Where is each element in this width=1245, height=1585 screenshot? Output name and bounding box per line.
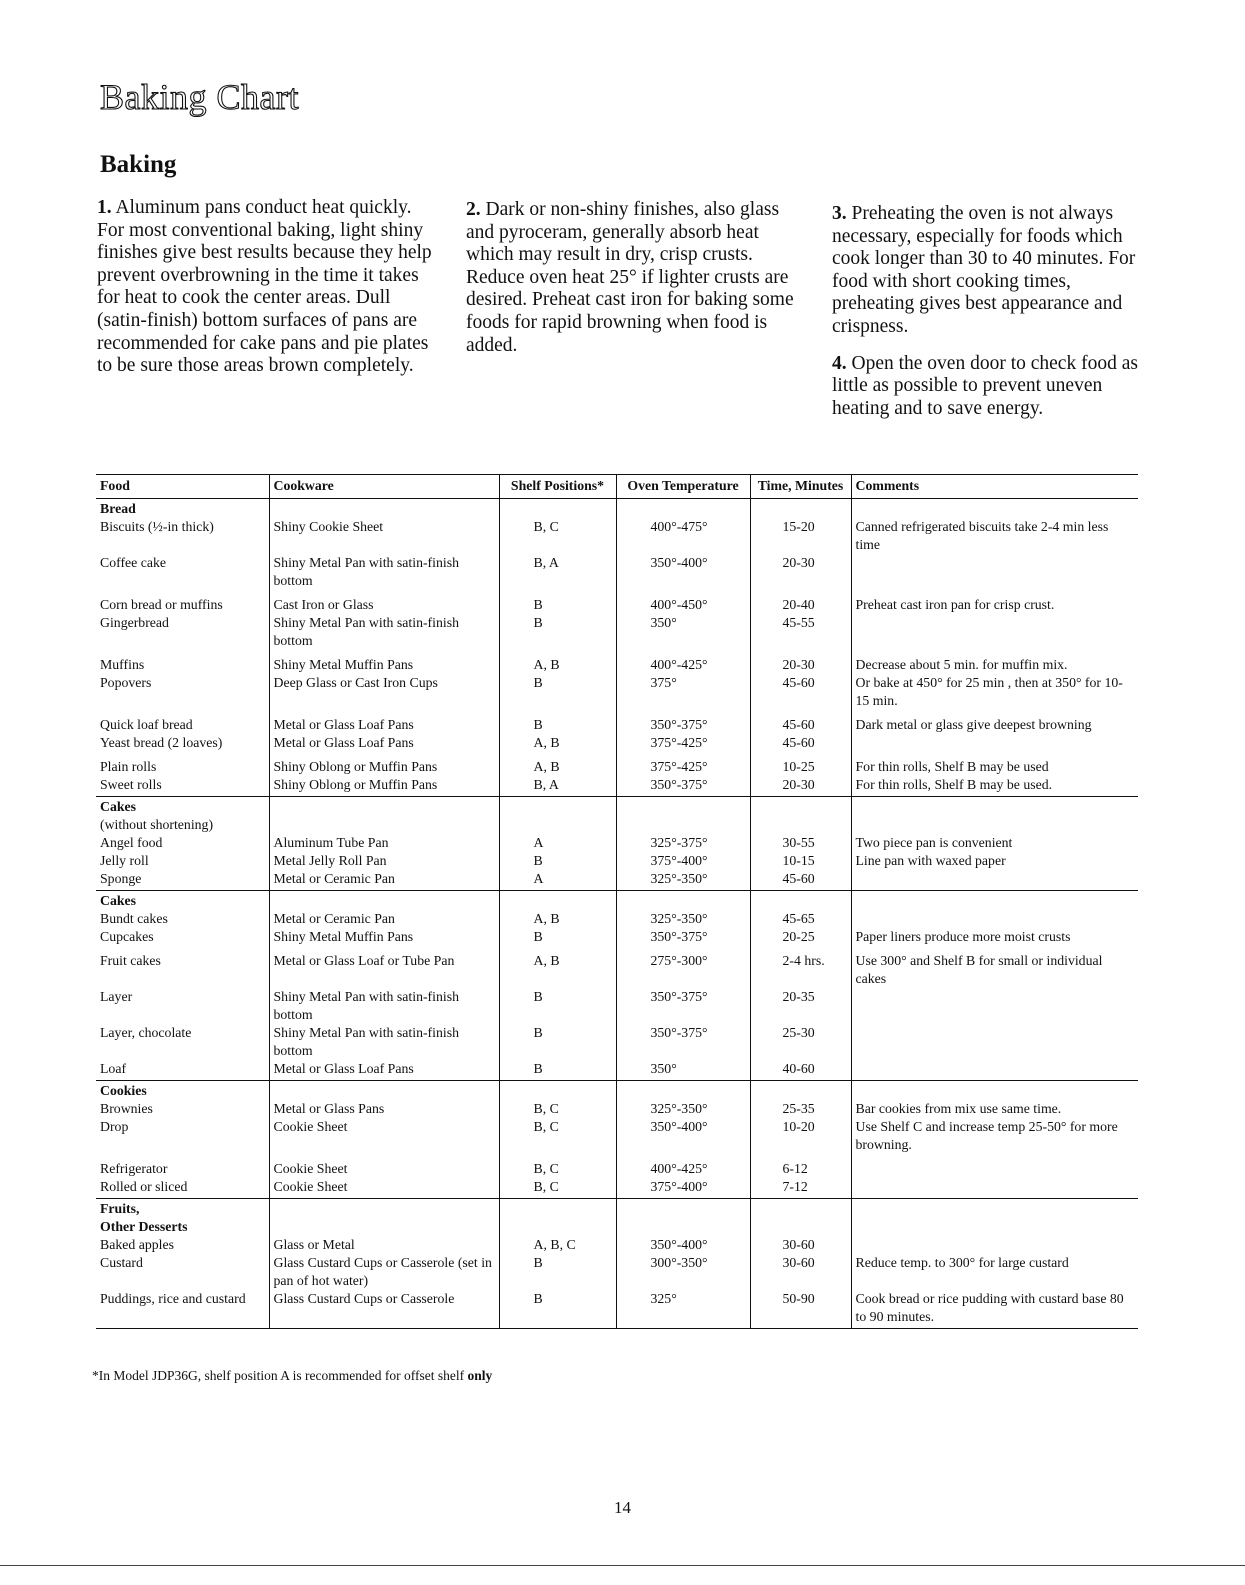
- category-spacer: [750, 1081, 851, 1101]
- category-spacer: [851, 499, 1138, 519]
- table-row: [96, 1024, 1138, 1060]
- cell-temp: 325°-350°: [616, 870, 750, 891]
- cell-cookware: Metal or Glass Loaf or Tube Pan: [269, 946, 499, 988]
- category-spacer: [499, 891, 616, 911]
- cell-comments: Dark metal or glass give deepest browning: [855, 717, 1092, 732]
- cell-comments: [851, 734, 1138, 752]
- paragraph-text: Aluminum pans conduct heat quickly. For most conventional baking, light shiny finishes give best results because they help prevent overbrowning in the time it takes for heat to cook the center areas. Dull (satin-finish) bottom surfaces of pans are recommended for cake pans and pie plates to be sure those areas brown completely.: [97, 197, 432, 377]
- cell-time: 20-35: [750, 988, 851, 1024]
- cell-temp: 350°-400°: [616, 554, 750, 590]
- category-label: [96, 499, 269, 519]
- category-spacer: [269, 499, 499, 519]
- category-spacer: [269, 891, 499, 911]
- category-label: [96, 1081, 269, 1101]
- cell-food: Angel food: [96, 834, 269, 852]
- category-spacer: [616, 891, 750, 911]
- cell-time: 20-40: [750, 590, 851, 614]
- cell-temp: 350°-375°: [616, 928, 750, 946]
- cell-shelf: B, C: [499, 1178, 616, 1199]
- intro-paragraph-1: [97, 197, 437, 378]
- header-cookware: Cookware: [269, 475, 499, 499]
- category-spacer: [616, 1199, 750, 1237]
- cell-time: 45-60: [750, 870, 851, 891]
- category-spacer: [269, 797, 499, 835]
- table-row: [96, 650, 1138, 674]
- cell-cookware: Glass or Metal: [269, 1236, 499, 1254]
- cell-time: 20-25: [750, 928, 851, 946]
- cell-comments: Cook bread or rice pudding with custard base 80 to 90 minutes.: [851, 1290, 1138, 1329]
- cell-cookware: Shiny Metal Pan with satin-finish bottom: [269, 614, 499, 650]
- table-header-row: [96, 475, 1138, 499]
- cell-time: 50-90: [750, 1290, 851, 1329]
- category-row: [96, 1081, 1138, 1101]
- intro-paragraph-4: [832, 353, 1152, 421]
- table-row: [96, 710, 1138, 734]
- cell-cookware: Cookie Sheet: [269, 1118, 499, 1154]
- cell-temp: 350°-400°: [616, 1236, 750, 1254]
- cell-temp: 350°: [616, 1060, 750, 1081]
- cell-cookware: Metal or Glass Loaf Pans: [269, 1060, 499, 1081]
- table-row: [96, 910, 1138, 928]
- cell-cookware: Metal or Ceramic Pan: [269, 870, 499, 891]
- cell-cookware: Cast Iron or Glass: [269, 590, 499, 614]
- intro-paragraph-2: [466, 199, 806, 357]
- cell-shelf: B: [499, 988, 616, 1024]
- cell-food: Quick loaf bread: [96, 710, 269, 734]
- category-row: [96, 499, 1138, 519]
- cell-food: Cupcakes: [96, 928, 269, 946]
- table-row: [96, 1254, 1138, 1290]
- category-subtitle: Other Desserts: [100, 1219, 188, 1234]
- cell-food: Drop: [96, 1118, 269, 1154]
- cell-food: Rolled or sliced: [96, 1178, 269, 1199]
- cell-shelf: A, B: [499, 650, 616, 674]
- paragraph-number: 4.: [832, 352, 847, 374]
- footnote-text: *In Model JDP36G, shelf position A is recommended for offset shelf: [92, 1368, 465, 1383]
- category-label: [96, 1199, 269, 1237]
- cell-comments: For thin rolls, Shelf B may be used: [855, 759, 1049, 774]
- category-spacer: [499, 797, 616, 835]
- table-row: [96, 1290, 1138, 1329]
- cell-food: Gingerbread: [96, 614, 269, 650]
- cell-food: Jelly roll: [96, 852, 269, 870]
- cell-cookware: Shiny Metal Pan with satin-finish bottom: [269, 554, 499, 590]
- cell-shelf: A: [499, 870, 616, 891]
- cell-shelf: B: [499, 1024, 616, 1060]
- cell-comments: Two piece pan is convenient: [855, 835, 1013, 850]
- cell-cookware: Shiny Oblong or Muffin Pans: [269, 752, 499, 776]
- cell-time: 45-60: [750, 674, 851, 710]
- cell-food: Biscuits (½-in thick): [96, 518, 269, 554]
- cell-comments: [851, 988, 1138, 1024]
- category-spacer: [499, 1199, 616, 1237]
- cell-comments: [851, 1024, 1138, 1060]
- cell-comments: [851, 910, 1138, 928]
- cell-comments: Reduce temp. to 300° for large custard: [855, 1255, 1069, 1270]
- intro-column-3: [832, 203, 1152, 434]
- cell-cookware: Deep Glass or Cast Iron Cups: [269, 674, 499, 710]
- table-row: [96, 928, 1138, 946]
- cell-temp: 300°-350°: [616, 1254, 750, 1290]
- cell-time: 45-55: [750, 614, 851, 650]
- section-title: Baking: [100, 151, 177, 178]
- category-spacer: [269, 1199, 499, 1237]
- cell-time: 30-60: [750, 1236, 851, 1254]
- cell-cookware: Shiny Cookie Sheet: [269, 518, 499, 554]
- cell-food: Layer, chocolate: [96, 1024, 269, 1060]
- category-name: Fruits,: [100, 1201, 140, 1216]
- table-row: [96, 734, 1138, 752]
- cell-time: 10-25: [750, 752, 851, 776]
- cell-cookware: Metal Jelly Roll Pan: [269, 852, 499, 870]
- cell-shelf: A, B, C: [499, 1236, 616, 1254]
- category-name: Cookies: [100, 1083, 147, 1098]
- cell-comments: [851, 870, 1138, 891]
- table-row: [96, 834, 1138, 852]
- cell-temp: 350°-375°: [616, 710, 750, 734]
- cell-cookware: Metal or Glass Pans: [269, 1100, 499, 1118]
- cell-temp: 325°-350°: [616, 910, 750, 928]
- paragraph-text: Preheating the oven is not always necessary, especially for foods which cook longer than 30 to 40 minutes. For food with short cooking times, preheating gives best appearance and crispness.: [832, 203, 1136, 337]
- paragraph-number: 3.: [832, 203, 847, 224]
- cell-comments: [851, 1060, 1138, 1081]
- table-row: [96, 554, 1138, 590]
- cell-comments: Use 300° and Shelf B for small or individual cakes: [855, 953, 1103, 986]
- cell-food: Plain rolls: [96, 752, 269, 776]
- cell-comments: Line pan with waxed paper: [855, 853, 1006, 868]
- category-spacer: [499, 1081, 616, 1101]
- cell-temp: 375°-400°: [616, 852, 750, 870]
- cell-food: Sweet rolls: [96, 776, 269, 797]
- table-row: [96, 776, 1138, 797]
- cell-food: Custard: [96, 1254, 269, 1290]
- cell-shelf: B: [499, 1060, 616, 1081]
- cell-comments: [851, 614, 1138, 650]
- cell-food: Yeast bread (2 loaves): [96, 734, 269, 752]
- cell-cookware: Cookie Sheet: [269, 1178, 499, 1199]
- cell-comments: [851, 1154, 1138, 1178]
- cell-time: 10-20: [750, 1118, 851, 1154]
- table-row: [96, 852, 1138, 870]
- cell-shelf: B: [499, 928, 616, 946]
- cell-time: 45-65: [750, 910, 851, 928]
- table-row: [96, 1100, 1138, 1118]
- category-spacer: [750, 499, 851, 519]
- cell-food: Loaf: [96, 1060, 269, 1081]
- cell-cookware: Metal or Ceramic Pan: [269, 910, 499, 928]
- cell-shelf: A, B: [499, 752, 616, 776]
- cell-food: Brownies: [96, 1100, 269, 1118]
- paragraph-number: 2.: [466, 199, 481, 220]
- cell-time: 2-4 hrs.: [750, 946, 851, 988]
- category-spacer: [851, 797, 1138, 835]
- cell-shelf: A, B: [499, 734, 616, 752]
- category-spacer: [616, 499, 750, 519]
- cell-food: Fruit cakes: [96, 946, 269, 988]
- table-row: [96, 752, 1138, 776]
- table-row: [96, 614, 1138, 650]
- cell-temp: 400°-450°: [616, 590, 750, 614]
- cell-shelf: B: [499, 614, 616, 650]
- cell-comments: Preheat cast iron pan for crisp crust.: [855, 597, 1055, 612]
- cell-temp: 275°-300°: [616, 946, 750, 988]
- cell-comments: Use Shelf C and increase temp 25-50° for more browning.: [855, 1119, 1118, 1152]
- cell-food: Muffins: [96, 650, 269, 674]
- cell-temp: 350°-375°: [616, 988, 750, 1024]
- cell-temp: 375°-425°: [616, 752, 750, 776]
- cell-time: 15-20: [750, 518, 851, 554]
- intro-column-1: [97, 197, 437, 392]
- table-row: [96, 870, 1138, 891]
- cell-temp: 325°-375°: [616, 834, 750, 852]
- cell-food: Corn bread or muffins: [96, 590, 269, 614]
- cell-temp: 400°-475°: [616, 518, 750, 554]
- cell-shelf: B: [499, 710, 616, 734]
- cell-shelf: B, C: [499, 518, 616, 554]
- table-row: [96, 518, 1138, 554]
- category-spacer: [750, 891, 851, 911]
- cell-cookware: Shiny Metal Pan with satin-finish bottom: [269, 988, 499, 1024]
- table-row: [96, 1060, 1138, 1081]
- cell-temp: 400°-425°: [616, 650, 750, 674]
- category-spacer: [616, 797, 750, 835]
- table-row: [96, 1178, 1138, 1199]
- category-name: Cakes: [100, 799, 137, 814]
- header-comments: Comments: [851, 475, 1138, 499]
- cell-temp: 350°-400°: [616, 1118, 750, 1154]
- cell-food: Layer: [96, 988, 269, 1024]
- cell-temp: 375°-400°: [616, 1178, 750, 1199]
- baking-chart-table: [96, 474, 1138, 1329]
- cell-shelf: B: [499, 674, 616, 710]
- cell-cookware: Glass Custard Cups or Casserole (set in pan of hot water): [269, 1254, 499, 1290]
- cell-comments: [851, 1236, 1138, 1254]
- table-row: [96, 988, 1138, 1024]
- cell-shelf: B: [499, 1290, 616, 1329]
- cell-time: 20-30: [750, 554, 851, 590]
- category-row: [96, 891, 1138, 911]
- footnote: [92, 1368, 492, 1384]
- page-number: 14: [614, 1498, 631, 1517]
- cell-food: Popovers: [96, 674, 269, 710]
- cell-time: 30-55: [750, 834, 851, 852]
- cell-food: Sponge: [96, 870, 269, 891]
- table-row: [96, 946, 1138, 988]
- cell-cookware: Shiny Oblong or Muffin Pans: [269, 776, 499, 797]
- cell-time: 25-30: [750, 1024, 851, 1060]
- cell-shelf: A, B: [499, 946, 616, 988]
- cell-time: 7-12: [750, 1178, 851, 1199]
- cell-comments: Bar cookies from mix use same time.: [855, 1101, 1062, 1116]
- cell-temp: 350°-375°: [616, 1024, 750, 1060]
- cell-cookware: Cookie Sheet: [269, 1154, 499, 1178]
- cell-comments: Or bake at 450° for 25 min , then at 350° for 10-15 min.: [855, 675, 1123, 708]
- cell-time: 10-15: [750, 852, 851, 870]
- cell-time: 20-30: [750, 776, 851, 797]
- category-subtitle: (without shortening): [100, 817, 214, 832]
- intro-paragraph-3: [832, 203, 1152, 339]
- category-label: [96, 891, 269, 911]
- cell-time: 25-35: [750, 1100, 851, 1118]
- cell-food: Puddings, rice and custard: [96, 1290, 269, 1329]
- cell-comments: For thin rolls, Shelf B may be used.: [851, 776, 1138, 797]
- paragraph-number: 1.: [97, 197, 112, 218]
- cell-time: 45-60: [750, 710, 851, 734]
- cell-shelf: B: [499, 1254, 616, 1290]
- header-oven-temperature: Oven Temperature: [616, 475, 750, 499]
- cell-temp: 325°-350°: [616, 1100, 750, 1118]
- cell-cookware: Aluminum Tube Pan: [269, 834, 499, 852]
- cell-time: 30-60: [750, 1254, 851, 1290]
- cell-temp: 400°-425°: [616, 1154, 750, 1178]
- cell-shelf: B, C: [499, 1154, 616, 1178]
- category-spacer: [499, 499, 616, 519]
- cell-temp: 350°: [616, 614, 750, 650]
- footnote-emphasis: only: [467, 1368, 493, 1383]
- category-name: Cakes: [100, 893, 137, 908]
- cell-food: Refrigerator: [96, 1154, 269, 1178]
- cell-comments: Paper liners produce more moist crusts: [855, 929, 1071, 944]
- cell-food: Baked apples: [96, 1236, 269, 1254]
- bottom-rule: [0, 1565, 1245, 1566]
- category-spacer: [851, 891, 1138, 911]
- category-name: Bread: [100, 501, 136, 516]
- category-spacer: [750, 1199, 851, 1237]
- cell-cookware: Shiny Metal Muffin Pans: [269, 928, 499, 946]
- cell-comments: [851, 1178, 1138, 1199]
- cell-shelf: B, A: [499, 776, 616, 797]
- cell-temp: 375°: [616, 674, 750, 710]
- cell-shelf: A: [499, 834, 616, 852]
- cell-shelf: B: [499, 590, 616, 614]
- cell-comments: [851, 554, 1138, 590]
- cell-time: 45-60: [750, 734, 851, 752]
- intro-column-2: [466, 199, 806, 371]
- table-row: [96, 1154, 1138, 1178]
- cell-temp: 350°-375°: [616, 776, 750, 797]
- category-spacer: [851, 1199, 1138, 1237]
- cell-cookware: Shiny Metal Muffin Pans: [269, 650, 499, 674]
- cell-cookware: Glass Custard Cups or Casserole: [269, 1290, 499, 1329]
- cell-shelf: B: [499, 852, 616, 870]
- cell-shelf: B, A: [499, 554, 616, 590]
- header-time-minutes: Time, Minutes: [750, 475, 851, 499]
- table-row: [96, 1118, 1138, 1154]
- cell-shelf: B, C: [499, 1100, 616, 1118]
- header-food: Food: [96, 475, 269, 499]
- table-row: [96, 1236, 1138, 1254]
- cell-shelf: A, B: [499, 910, 616, 928]
- cell-comments: Canned refrigerated biscuits take 2-4 min less time: [855, 519, 1109, 552]
- category-spacer: [616, 1081, 750, 1101]
- page-title: Baking Chart: [100, 77, 299, 117]
- cell-shelf: B, C: [499, 1118, 616, 1154]
- table-row: [96, 590, 1138, 614]
- cell-cookware: Metal or Glass Loaf Pans: [269, 710, 499, 734]
- category-row: [96, 797, 1138, 835]
- paragraph-text: Dark or non-shiny finishes, also glass and pyroceram, generally absorb heat which may result in dry, crisp crusts. Reduce oven heat 25° if lighter crusts are desired. Preheat cast iron for baking some foods for rapid browning when food is added.: [466, 199, 794, 356]
- header-shelf-positions: Shelf Positions*: [499, 475, 616, 499]
- paragraph-text: Open the oven door to check food as little as possible to prevent uneven heating and to save energy.: [832, 352, 1138, 419]
- category-label: [96, 797, 269, 835]
- table-row: [96, 674, 1138, 710]
- category-spacer: [269, 1081, 499, 1101]
- cell-temp: 325°: [616, 1290, 750, 1329]
- cell-temp: 375°-425°: [616, 734, 750, 752]
- table-body: [96, 499, 1138, 1329]
- cell-time: 40-60: [750, 1060, 851, 1081]
- cell-comments: Decrease about 5 min. for muffin mix.: [855, 657, 1068, 672]
- cell-time: 6-12: [750, 1154, 851, 1178]
- cell-time: 20-30: [750, 650, 851, 674]
- category-row: [96, 1199, 1138, 1237]
- category-spacer: [750, 797, 851, 835]
- cell-cookware: Shiny Metal Pan with satin-finish bottom: [269, 1024, 499, 1060]
- category-spacer: [851, 1081, 1138, 1101]
- cell-cookware: Metal or Glass Loaf Pans: [269, 734, 499, 752]
- cell-food: Bundt cakes: [96, 910, 269, 928]
- cell-food: Coffee cake: [96, 554, 269, 590]
